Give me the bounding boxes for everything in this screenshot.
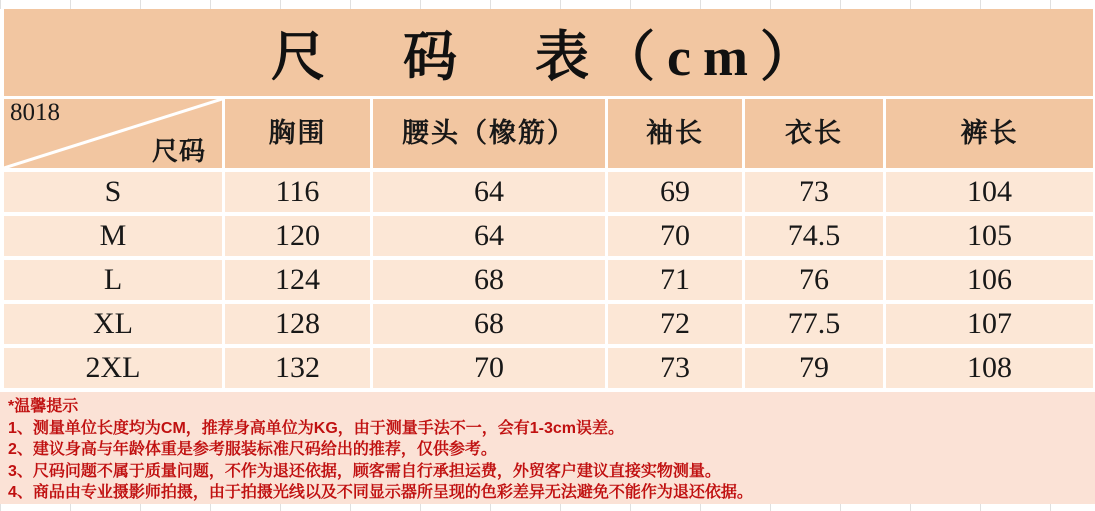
row-size-label: XL xyxy=(4,304,222,345)
spreadsheet-gridline-strip-top xyxy=(0,0,1095,9)
table-cell: 73 xyxy=(745,172,883,213)
column-header-pants-length: 裤长 xyxy=(886,99,1093,168)
notes-heading: *温馨提示 xyxy=(8,398,79,415)
table-cell: 124 xyxy=(225,260,370,301)
table-cell: 105 xyxy=(886,216,1093,257)
row-size-label: L xyxy=(4,260,222,301)
table-cell: 73 xyxy=(608,348,742,389)
table-cell: 64 xyxy=(373,216,605,257)
table-cell: 70 xyxy=(608,216,742,257)
table-cell: 77.5 xyxy=(745,304,883,345)
page-title: 尺 码 表（cm） xyxy=(271,27,826,87)
model-number: 8018 xyxy=(10,99,60,126)
table-corner-cell xyxy=(4,99,222,168)
spreadsheet-gridline-strip-bottom xyxy=(0,504,1095,511)
corner-size-label: 尺码 xyxy=(151,137,206,166)
column-header-top-length: 衣长 xyxy=(745,99,883,168)
table-cell: 68 xyxy=(373,260,605,301)
table-cell: 107 xyxy=(886,304,1093,345)
table-cell: 108 xyxy=(886,348,1093,389)
table-cell: 116 xyxy=(225,172,370,213)
note-item-3: 3、尺码问题不属于质量问题，不作为退还依据，顾客需自行承担运费，外贸客户建议直接实物测量。 xyxy=(8,462,721,480)
row-size-label: 2XL xyxy=(4,348,222,389)
column-header-sleeve-length: 袖长 xyxy=(608,99,742,168)
table-cell: 106 xyxy=(886,260,1093,301)
note-item-4: 4、商品由专业摄影师拍摄，由于拍摄光线以及不同显示器所呈现的色彩差异无法避免不能作为退还依据。 xyxy=(8,484,753,501)
row-size-label: S xyxy=(4,172,222,213)
table-cell: 132 xyxy=(225,348,370,389)
size-table xyxy=(4,99,1093,388)
table-cell: 79 xyxy=(745,348,883,389)
table-cell: 64 xyxy=(373,172,605,213)
table-cell: 104 xyxy=(886,172,1093,213)
table-cell: 70 xyxy=(373,348,605,389)
table-cell: 120 xyxy=(225,216,370,257)
row-size-label: M xyxy=(4,216,222,257)
note-item-1: 1、测量单位长度均为CM，推荐身高单位为KG，由于测量手法不一，会有1-3cm误差。 xyxy=(8,419,625,437)
notes-section xyxy=(0,392,1095,504)
note-item-2: 2、建议身高与年龄体重是参考服装标准尺码给出的推荐，仅供参考。 xyxy=(8,441,497,458)
table-cell: 72 xyxy=(608,304,742,345)
table-cell: 71 xyxy=(608,260,742,301)
table-cell: 76 xyxy=(745,260,883,301)
table-cell: 69 xyxy=(608,172,742,213)
column-header-waist-elastic: 腰头（橡筋） xyxy=(373,99,605,168)
column-header-chest: 胸围 xyxy=(225,99,370,168)
title-bar xyxy=(4,9,1093,96)
table-cell: 128 xyxy=(225,304,370,345)
table-cell: 68 xyxy=(373,304,605,345)
table-cell: 74.5 xyxy=(745,216,883,257)
